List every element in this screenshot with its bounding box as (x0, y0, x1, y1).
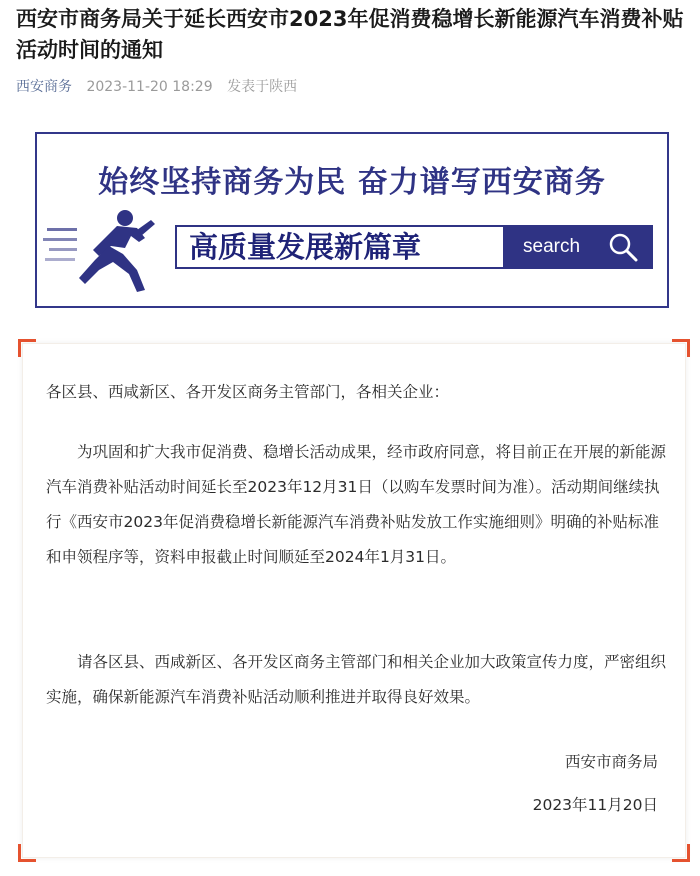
publish-location: 发表于陕西 (227, 79, 298, 95)
banner-search-text: 高质量发展新篇章 (189, 230, 422, 264)
notice-salutation: 各区县、西咸新区、各开发区商务主管部门，各相关企业： (46, 383, 450, 401)
corner-decoration (672, 844, 690, 862)
publish-datetime: 2023-11-20 18:29 (86, 79, 213, 95)
account-name-link[interactable]: 西安商务 (16, 79, 72, 95)
banner-search-bar (175, 225, 653, 269)
article-title: 西安市商务局关于延长西安市2023年促消费稳增长新能源汽车消费补贴活动时间的通知 (16, 7, 684, 62)
runner-icon (41, 204, 165, 296)
signature-organization: 西安市商务局 (564, 753, 658, 771)
banner-slogan: 始终坚持商务为民 奋力谱写西安商务 (98, 165, 606, 200)
notice-content (18, 339, 690, 862)
article-meta (16, 76, 307, 98)
search-icon (607, 231, 639, 263)
corner-decoration (672, 339, 690, 357)
notice-paragraph-1: 为巩固和扩大我市促消费、稳增长活动成果，经市政府同意，将目前正在开展的新能源汽车消费补贴活动时间延长至2023年12月31日（以购车发票时间为准）。活动期间继续执行《西安市2023年促消费稳增长新能源汽车消费补贴发放工作实施细则》明确的补贴标准和申领程序等，资料申报截止时间顺延至2024年1月31日。 (46, 443, 667, 566)
search-label: search (523, 236, 581, 257)
signature-date: 2023年11月20日 (532, 796, 658, 814)
corner-decoration (18, 844, 36, 862)
banner-image (35, 132, 669, 308)
notice-frame (22, 343, 686, 858)
banner-search-button (503, 227, 651, 267)
corner-decoration (18, 339, 36, 357)
notice-paragraph-2: 请各区县、西咸新区、各开发区商务主管部门和相关企业加大政策宣传力度，严密组织实施，确保新能源汽车消费补贴活动顺利推进并取得良好效果。 (46, 653, 667, 706)
